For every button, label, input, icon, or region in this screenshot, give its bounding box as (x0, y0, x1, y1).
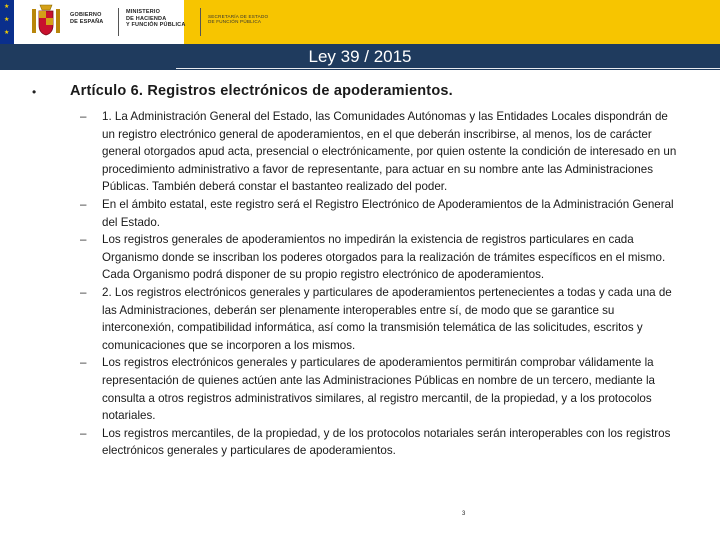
eu-flag-icon: ★ ★ ★ (0, 0, 14, 44)
list-item (80, 425, 680, 460)
article-list (80, 108, 680, 460)
slide-title: Ley 39 / 2015 (308, 47, 412, 66)
list-item (80, 231, 680, 284)
header-separator (200, 8, 201, 36)
list-item-text: 1. La Administración General del Estado, las Comunidades Autónomas y las Entidades Locales dispondrán de un registro electrónico general de apoderamientos, en el que deberán inscribirse, al menos, los de carácter general otorgados apud acta, presencial o electrónicamente, por quien ostente la condición de interesado en un procedimiento administrativo a favor de representante, para actuar en su nombre ante las Administraciones Públicas. También deberá constar el bastanteo realizado del poder. (102, 110, 677, 194)
page-number: 3 (462, 511, 466, 517)
list-item (80, 354, 680, 424)
list-item-text: En el ámbito estatal, este registro será el Registro Electrónico de Apoderamientos de la Administración General del Estado. (102, 197, 674, 229)
dash-bullet: – (80, 426, 87, 440)
list-item (80, 108, 680, 196)
dash-bullet: – (80, 110, 87, 123)
list-item (80, 196, 680, 231)
header-band (0, 0, 720, 44)
dash-bullet: – (80, 197, 87, 211)
list-item-text: Los registros mercantiles, de la propiedad, y de los protocolos notariales serán interoperables con los registros electrónicos generales y particulares de apoderamientos. (102, 426, 671, 458)
list-item (80, 284, 680, 354)
list-item-text: Los registros electrónicos generales y particulares de apoderamientos permitirán comprobar válidamente la representación de quienes actúen ante las Administraciones Públicas en nombre de un tercero, mediante la consulta a otros registros administrativos similares, al registro mercantil, de la propiedad, y a los protocolos notariales. (102, 356, 655, 423)
list-item-text: 2. Los registros electrónicos generales y particulares de apoderamientos pertenecientes a todas y cada una de las Administraciones, deberán ser plenamente interoperables entre sí, de modo que se garantice su interconexión, compatibilidad informática, así como la transmisión telemática de las solicitudes, escritos y comunicaciones que se incorporen a los mismos. (102, 285, 672, 352)
title-bar (0, 44, 720, 70)
ministry-label: MINISTERIO DE HACIENDA Y FUNCIÓN PÚBLICA (126, 9, 186, 28)
government-label: GOBIERNO DE ESPAÑA (70, 12, 104, 25)
title-underline (176, 68, 720, 69)
dash-bullet: – (80, 356, 87, 370)
dash-bullet: – (80, 285, 87, 299)
main-bullet: • (32, 85, 37, 99)
secretariat-label: SECRETARÍA DE ESTADO DE FUNCIÓN PÚBLICA (208, 14, 269, 25)
article-heading: Artículo 6. Registros electrónicos de apoderamientos. (70, 83, 453, 99)
header-separator (118, 8, 119, 36)
list-item-text: Los registros generales de apoderamientos no impedirán la existencia de registros particulares en cada Organismo donde se inscriban los poderes otorgados para la realización de trámites específicos en el mismo. Cada Organismo podrá disponer de su propio registro electrónico de apoderamientos. (102, 233, 666, 282)
dash-bullet: – (80, 233, 87, 247)
coat-of-arms-icon (30, 3, 62, 39)
